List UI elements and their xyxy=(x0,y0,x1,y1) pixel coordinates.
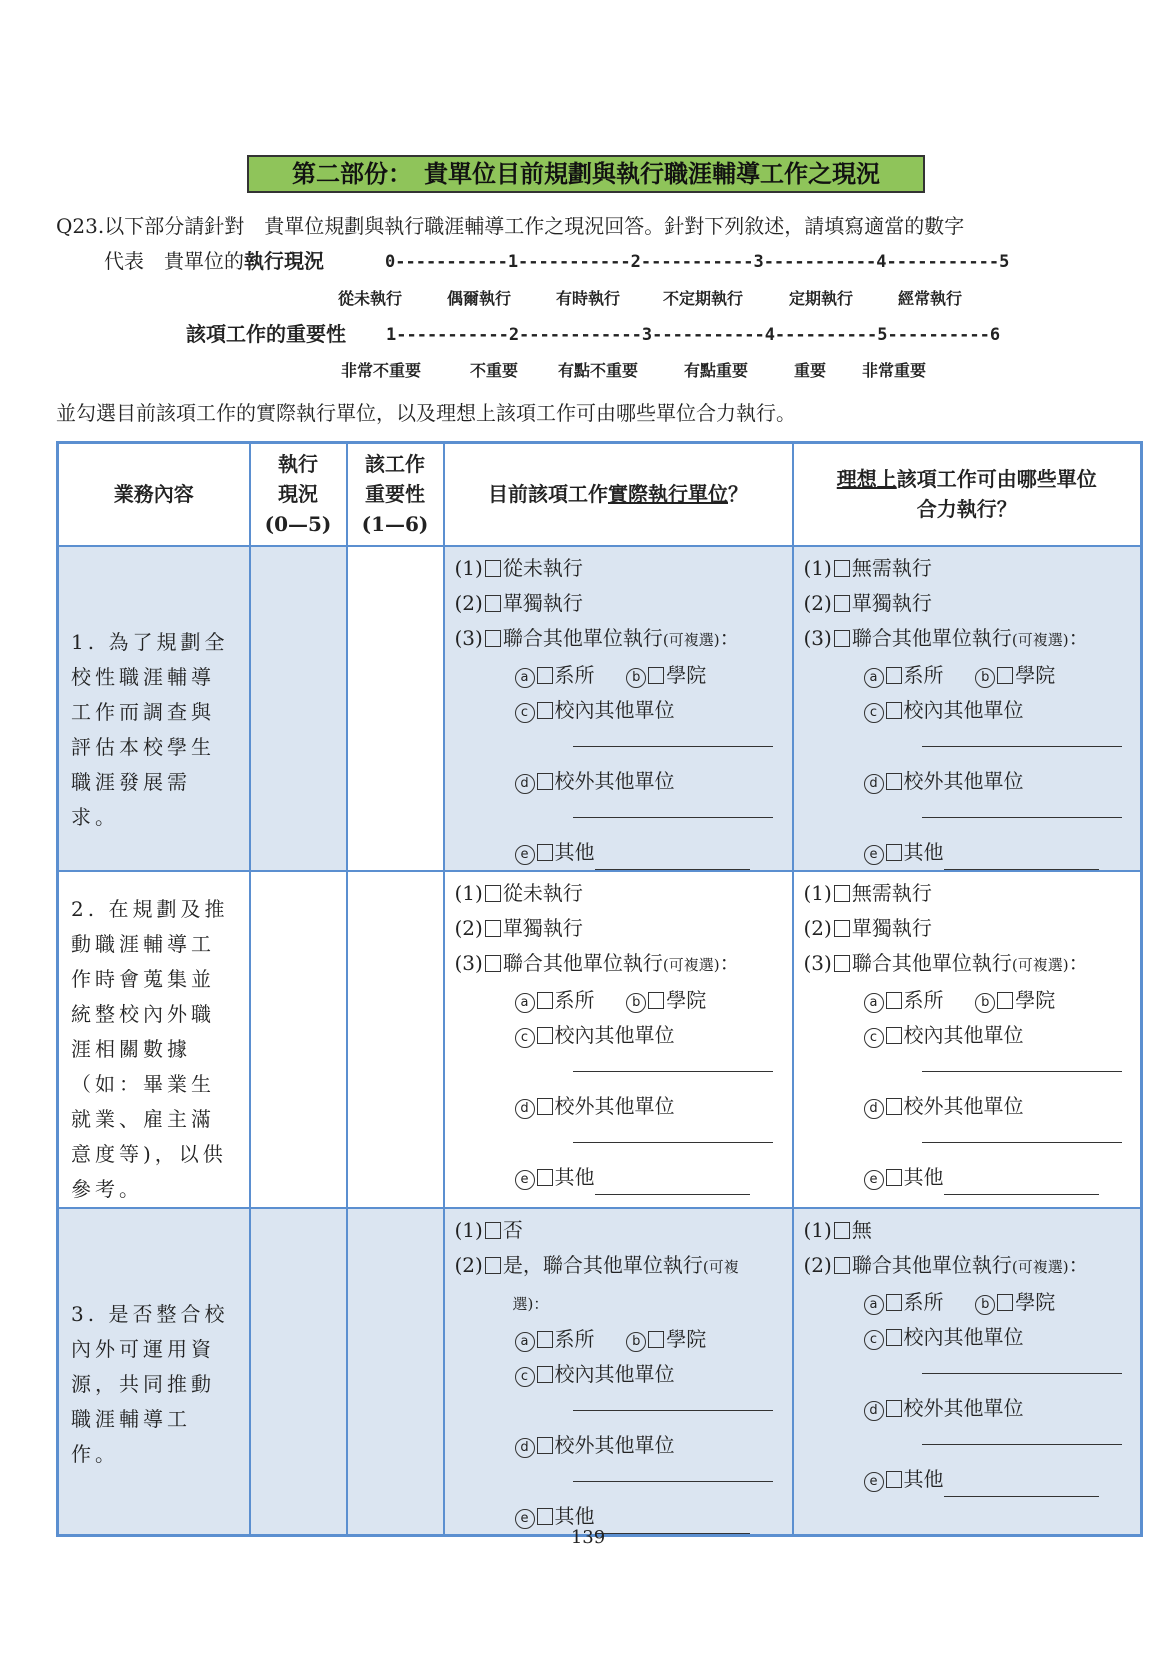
instruction-line: 並勾選目前該項工作的實際執行單位，以及理想上該項工作可由哪些單位合力執行。 xyxy=(56,401,796,425)
current-unit-cell xyxy=(444,546,793,871)
circled-e-icon: e xyxy=(864,845,884,865)
circled-a-icon: a xyxy=(864,668,884,688)
checkbox[interactable] xyxy=(537,773,553,790)
fill-blank[interactable] xyxy=(922,1355,1122,1374)
sub-options-ab: a 系所 b 學院 xyxy=(455,658,792,693)
checkbox[interactable] xyxy=(886,1400,902,1417)
ideal-unit-cell xyxy=(793,871,1142,1208)
checkbox[interactable] xyxy=(886,1169,902,1186)
sub-options-ab: a 系所 b 學院 xyxy=(455,983,792,1018)
ideal-unit-cell xyxy=(793,546,1142,871)
option-2[interactable]: (2) 單獨執行 xyxy=(803,590,932,615)
checkbox[interactable] xyxy=(485,1222,501,1239)
sub-option-e[interactable]: e 其他 xyxy=(804,1462,1141,1497)
header-ideal-unit xyxy=(793,443,1142,546)
fill-blank[interactable] xyxy=(922,1124,1122,1143)
item-text: 1. 為了規劃全校性職涯輔導工作而調查與評估本校學生職涯發展需求。 xyxy=(71,629,229,829)
fill-blank[interactable] xyxy=(573,728,773,747)
header-exec-l2: 現況 xyxy=(278,482,318,507)
circled-d-icon: d xyxy=(515,1438,535,1458)
current-unit-cell xyxy=(444,871,793,1208)
checkbox[interactable] xyxy=(648,1331,664,1348)
sub-option-d[interactable]: d 校外其他單位 xyxy=(804,1391,1141,1426)
checkbox[interactable] xyxy=(537,1027,553,1044)
importance-input-cell[interactable] xyxy=(347,871,444,1208)
exec-label-5: 經常執行 xyxy=(898,289,963,308)
option-3[interactable]: (3) 聯合其他單位執行(可複選)： xyxy=(454,625,740,650)
option-2[interactable]: (2) 是，聯合其他單位執行(可複 xyxy=(454,1252,739,1277)
circled-c-icon: c xyxy=(515,1367,535,1387)
checkbox[interactable] xyxy=(886,992,902,1009)
circled-b-icon: b xyxy=(626,993,646,1013)
circled-b-icon: b xyxy=(626,1332,646,1352)
exec-scale: 0-----------1-----------2-----------3-----------4-----------5 xyxy=(385,252,1010,272)
survey-table xyxy=(56,441,1143,1537)
checkbox[interactable] xyxy=(886,702,902,719)
importance-scale: 1-----------2------------3-----------4----------5----------6 xyxy=(386,325,1001,345)
table-row xyxy=(58,546,1142,871)
circled-c-icon: c xyxy=(864,1028,884,1048)
sub-options-ab: a 系所 b 學院 xyxy=(804,983,1141,1018)
importance-label-2: 有點不重要 xyxy=(558,361,639,380)
checkbox[interactable] xyxy=(997,992,1013,1009)
circled-e-icon: e xyxy=(515,1170,535,1190)
checkbox[interactable] xyxy=(886,773,902,790)
fill-blank[interactable] xyxy=(944,1172,1099,1195)
header-imp-l3: (1—6) xyxy=(361,512,429,537)
option-3[interactable]: (3) 聯合其他單位執行(可複選)： xyxy=(803,625,1089,650)
checkbox[interactable] xyxy=(997,667,1013,684)
fill-blank[interactable] xyxy=(573,1392,773,1411)
option-1[interactable]: (1) 從未執行 xyxy=(454,880,583,905)
importance-label-3: 有點重要 xyxy=(684,361,749,380)
exec-label-0: 從未執行 xyxy=(338,289,403,308)
checkbox[interactable] xyxy=(537,1169,553,1186)
checkbox[interactable] xyxy=(834,955,850,972)
fill-blank[interactable] xyxy=(922,1426,1122,1445)
header-exec-l1: 執行 xyxy=(278,452,318,477)
sub-option-c[interactable]: c 校內其他單位 xyxy=(804,693,1141,728)
circled-a-icon: a xyxy=(515,1332,535,1352)
table-row xyxy=(58,1208,1142,1536)
sub-option-c[interactable]: c 校內其他單位 xyxy=(455,1357,792,1392)
option-3[interactable]: (3) 聯合其他單位執行(可複選)： xyxy=(454,950,740,975)
exec-label-1: 偶爾執行 xyxy=(447,289,512,308)
header-ideal-c: 合力執行？ xyxy=(916,497,1017,522)
option-2[interactable]: (2) 聯合其他單位執行(可複選)： xyxy=(803,1252,1089,1277)
header-current-b: 實際執行單位 xyxy=(608,482,728,507)
checkbox[interactable] xyxy=(537,1098,553,1115)
sub-options-ab: a 系所 b 學院 xyxy=(455,1322,792,1357)
table-row xyxy=(58,871,1142,1208)
checkbox[interactable] xyxy=(886,1471,902,1488)
fill-blank[interactable] xyxy=(573,1053,773,1072)
sub-options-ab: a 系所 b 學院 xyxy=(804,1285,1141,1320)
sub-option-e[interactable]: e 其他 xyxy=(455,835,792,870)
circled-c-icon: c xyxy=(515,1028,535,1048)
sub-option-c[interactable]: c 校內其他單位 xyxy=(804,1320,1141,1355)
checkbox[interactable] xyxy=(485,1257,501,1274)
checkbox[interactable] xyxy=(537,1366,553,1383)
checkbox[interactable] xyxy=(886,1098,902,1115)
header-imp-l1: 該工作 xyxy=(365,452,425,477)
header-imp-l2: 重要性 xyxy=(365,482,425,507)
importance-label-5: 非常重要 xyxy=(862,361,927,380)
option-1[interactable]: (1) 無需執行 xyxy=(803,555,932,580)
checkbox[interactable] xyxy=(537,667,553,684)
ideal-unit-cell xyxy=(793,1208,1142,1536)
checkbox[interactable] xyxy=(537,1331,553,1348)
exec-input-cell[interactable] xyxy=(250,546,347,871)
checkbox[interactable] xyxy=(485,595,501,612)
exec-label-4: 定期執行 xyxy=(789,289,854,308)
option-2-cont: 選)： xyxy=(512,1294,549,1313)
fill-blank[interactable] xyxy=(944,847,1099,870)
importance-input-cell[interactable] xyxy=(347,1208,444,1536)
sub-option-d[interactable]: d 校外其他單位 xyxy=(455,764,792,799)
circled-b-icon: b xyxy=(975,668,995,688)
question-line-2 xyxy=(104,247,324,275)
checkbox[interactable] xyxy=(834,920,850,937)
question-line-1: Q23.以下部分請針對 貴單位規劃與執行職涯輔導工作之現況回答。針對下列敘述，請填寫適當的數字 xyxy=(56,214,965,238)
item-text: 3. 是否整合校內外可運用資源，共同推動職涯輔導工作。 xyxy=(71,1301,229,1466)
header-current-unit xyxy=(444,443,793,546)
checkbox[interactable] xyxy=(834,560,850,577)
table-header-row xyxy=(58,443,1142,546)
circled-d-icon: d xyxy=(864,774,884,794)
checkbox[interactable] xyxy=(537,844,553,861)
sub-option-c[interactable]: c 校內其他單位 xyxy=(455,693,792,728)
circled-a-icon: a xyxy=(864,1295,884,1315)
importance-label-0: 非常不重要 xyxy=(341,361,422,380)
fill-blank[interactable] xyxy=(595,1172,750,1195)
circled-b-icon: b xyxy=(626,668,646,688)
option-1[interactable]: (1) 無 xyxy=(803,1217,872,1242)
page-number: 139 xyxy=(570,1527,606,1548)
fill-blank[interactable] xyxy=(922,728,1122,747)
checkbox[interactable] xyxy=(537,702,553,719)
option-1[interactable]: (1) 從未執行 xyxy=(454,555,583,580)
circled-b-icon: b xyxy=(975,1295,995,1315)
fill-blank[interactable] xyxy=(922,1053,1122,1072)
checkbox[interactable] xyxy=(886,667,902,684)
header-ideal-b: 該項工作可由哪些單位 xyxy=(896,467,1097,492)
checkbox[interactable] xyxy=(834,1257,850,1274)
circled-c-icon: c xyxy=(515,703,535,723)
sub-option-d[interactable]: d 校外其他單位 xyxy=(455,1428,792,1463)
current-unit-cell xyxy=(444,1208,793,1536)
checkbox[interactable] xyxy=(537,1508,553,1525)
circled-d-icon: d xyxy=(864,1099,884,1119)
circled-a-icon: a xyxy=(515,668,535,688)
checkbox[interactable] xyxy=(886,1329,902,1346)
item-cell xyxy=(58,546,250,871)
circled-d-icon: d xyxy=(515,774,535,794)
circled-a-icon: a xyxy=(864,993,884,1013)
checkbox[interactable] xyxy=(648,992,664,1009)
importance-label-4: 重要 xyxy=(794,361,827,380)
checkbox[interactable] xyxy=(537,992,553,1009)
item-text: 2. 在規劃及推動職涯輔導工作時會蒐集並統整校內外職涯相關數據（如：畢業生就業、雇主滿意度等)，以供參考。 xyxy=(71,896,229,1201)
fill-blank[interactable] xyxy=(573,1124,773,1143)
fill-blank[interactable] xyxy=(573,1463,773,1482)
option-2[interactable]: (2) 單獨執行 xyxy=(803,915,932,940)
question-line-2-prefix: 代表 貴單位的 xyxy=(104,249,244,273)
fill-blank[interactable] xyxy=(573,799,773,818)
exec-label-3: 不定期執行 xyxy=(663,289,744,308)
checkbox[interactable] xyxy=(485,955,501,972)
importance-label-1: 不重要 xyxy=(470,361,519,380)
option-2[interactable]: (2) 單獨執行 xyxy=(454,590,583,615)
circled-d-icon: d xyxy=(864,1401,884,1421)
checkbox[interactable] xyxy=(997,1294,1013,1311)
checkbox[interactable] xyxy=(834,1222,850,1239)
exec-input-cell[interactable] xyxy=(250,1208,347,1536)
checkbox[interactable] xyxy=(648,667,664,684)
checkbox[interactable] xyxy=(834,630,850,647)
circled-e-icon: e xyxy=(515,1509,535,1529)
checkbox[interactable] xyxy=(886,1294,902,1311)
fill-blank[interactable] xyxy=(922,799,1122,818)
sub-option-c[interactable]: c 校內其他單位 xyxy=(455,1018,792,1053)
checkbox[interactable] xyxy=(886,1027,902,1044)
circled-d-icon: d xyxy=(515,1099,535,1119)
fill-blank[interactable] xyxy=(944,1474,1099,1497)
sub-option-e[interactable]: e 其他 xyxy=(455,1160,792,1195)
circled-e-icon: e xyxy=(864,1170,884,1190)
exec-status-label: 執行現況 xyxy=(244,249,324,273)
option-2[interactable]: (2) 單獨執行 xyxy=(454,915,583,940)
sub-option-e[interactable]: e 其他 xyxy=(804,1160,1141,1195)
importance-label: 該項工作的重要性 xyxy=(186,322,346,346)
section-title: 第二部份： 貴單位目前規劃與執行職涯輔導工作之現況 xyxy=(247,155,925,193)
checkbox[interactable] xyxy=(485,630,501,647)
exec-input-cell[interactable] xyxy=(250,871,347,1208)
header-current-a: 目前該項工作 xyxy=(488,482,608,507)
importance-input-cell[interactable] xyxy=(347,546,444,871)
header-exec xyxy=(250,443,347,546)
checkbox[interactable] xyxy=(834,595,850,612)
circled-a-icon: a xyxy=(515,993,535,1013)
sub-option-d[interactable]: d 校外其他單位 xyxy=(804,764,1141,799)
sub-option-e[interactable]: e 其他 xyxy=(455,1499,792,1534)
checkbox[interactable] xyxy=(485,560,501,577)
option-1[interactable]: (1) 否 xyxy=(454,1217,523,1242)
header-importance xyxy=(347,443,444,546)
circled-c-icon: c xyxy=(864,703,884,723)
fill-blank[interactable] xyxy=(595,847,750,870)
sub-options-ab: a 系所 b 學院 xyxy=(804,658,1141,693)
circled-e-icon: e xyxy=(864,1472,884,1492)
option-1[interactable]: (1) 無需執行 xyxy=(803,880,932,905)
checkbox[interactable] xyxy=(834,885,850,902)
header-ideal-a: 理想上 xyxy=(836,467,897,492)
header-current-c: ？ xyxy=(728,482,748,507)
sub-option-d[interactable]: d 校外其他單位 xyxy=(804,1089,1141,1124)
exec-label-2: 有時執行 xyxy=(556,289,621,308)
item-cell xyxy=(58,871,250,1208)
checkbox[interactable] xyxy=(485,920,501,937)
circled-b-icon: b xyxy=(975,993,995,1013)
header-exec-l3: (0—5) xyxy=(264,512,332,537)
checkbox[interactable] xyxy=(537,1437,553,1454)
sub-option-d[interactable]: d 校外其他單位 xyxy=(455,1089,792,1124)
header-content: 業務內容 xyxy=(58,443,250,546)
sub-option-c[interactable]: c 校內其他單位 xyxy=(804,1018,1141,1053)
circled-e-icon: e xyxy=(515,845,535,865)
option-3[interactable]: (3) 聯合其他單位執行(可複選)： xyxy=(803,950,1089,975)
item-cell xyxy=(58,1208,250,1536)
checkbox[interactable] xyxy=(485,885,501,902)
circled-c-icon: c xyxy=(864,1330,884,1350)
checkbox[interactable] xyxy=(886,844,902,861)
sub-option-e[interactable]: e 其他 xyxy=(804,835,1141,870)
